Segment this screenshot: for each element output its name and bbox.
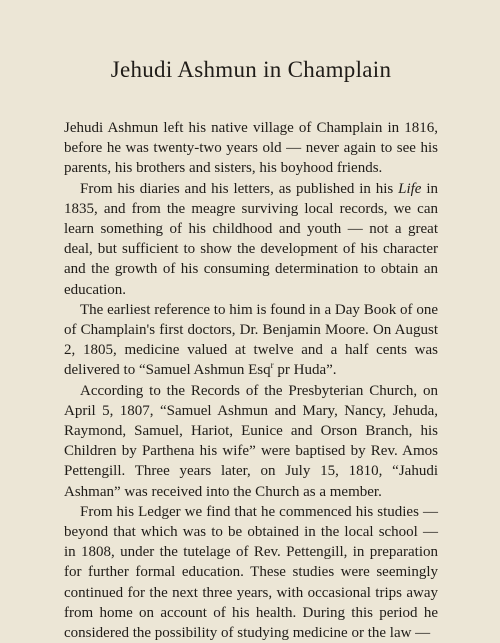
chapter-title: Jehudi Ashmun in Champlain — [110, 57, 392, 82]
paragraph-3 — [64, 300, 438, 381]
paragraph-2-text-end: in 1835, and from the meagre surviving local records, we can learn something of his childhood and youth — not a great deal, but sufficient to show the development of his character and the growth of his consuming determination to obtain an education. — [64, 180, 438, 298]
superscript-r: r — [270, 360, 274, 371]
paragraph-5: From his Ledger we find that he commenced his studies — beyond that which was to be obtained in the local school — in 1808, under the tutelage of Rev. Pettengill, in preparation for further formal education. These studies were seemingly continued for the next three years, with occasional trips away from home on account of his health. During this period he considered the possibility of studying medicine or the law — — [64, 503, 438, 642]
paragraph-4: According to the Records of the Presbyterian Church, on April 5, 1807, “Samuel Ashmun and Mary, Nancy, Jehuda, Raymond, Samuel, Hariot, Eunice and Orson Branch, his Children by Parthena his wife” were baptised by Rev. Amos Pettengill. Three years later, on July 15, 1810, “Jahudi Ashman” was received into the Church as a member. — [64, 382, 438, 500]
chapter-body — [64, 118, 438, 643]
paragraph-3-text-start: The earliest reference to him is found in a Day Book of one of Champlain's first doctors, Dr. Benjamin Moore. On August 2, 1805, medicine valued at twelve and a half cents was delivered to “Samuel Ashmun Esq — [64, 301, 438, 379]
paragraph-2-text-start: From his diaries and his letters, as published in his — [80, 180, 399, 197]
book-title-italic: Life — [398, 180, 422, 197]
paragraph-2 — [64, 179, 438, 300]
paragraph-3-text-end: pr Huda”. — [273, 362, 337, 379]
paragraph-1: Jehudi Ashmun left his native village of Champlain in 1816, before he was twenty-two years old — never again to see his parents, his brothers and sisters, his boyhood friends. — [64, 120, 438, 177]
